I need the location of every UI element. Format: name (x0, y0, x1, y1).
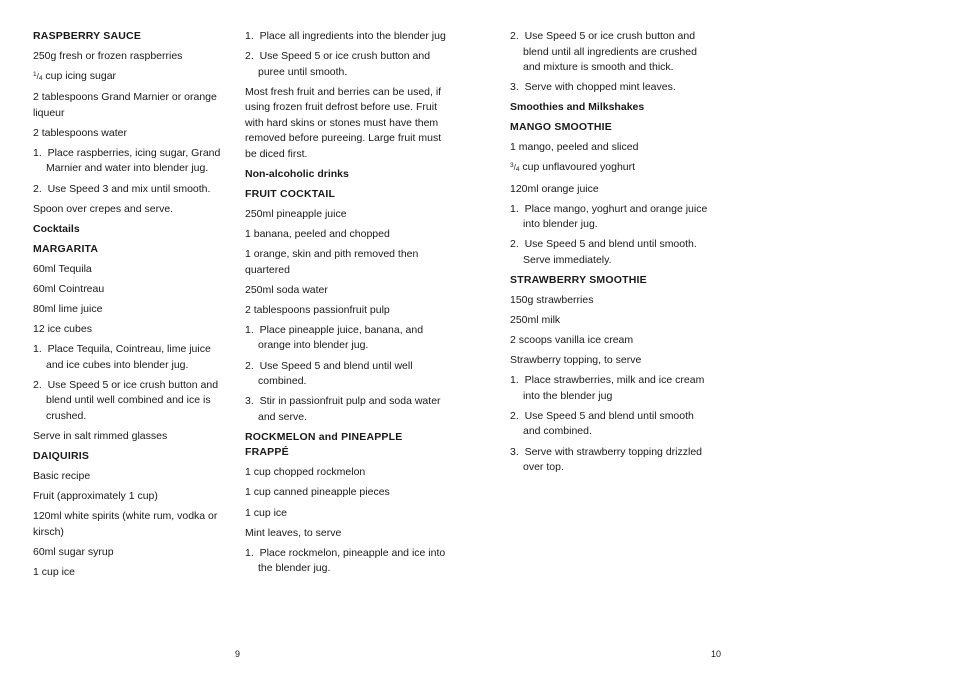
fraction-numerator: 3 (510, 162, 514, 170)
method-step: 2. Use Speed 5 or ice crush button and puree until smooth. (245, 50, 431, 78)
page-number-right: 10 (711, 649, 722, 659)
recipe-title: DAIQUIRIS (33, 450, 90, 463)
method-step: 2. Use Speed 3 and mix until smooth. (33, 182, 211, 195)
fraction-numerator: 1 (33, 71, 37, 79)
paragraph: 1 banana, peeled and chopped (245, 228, 390, 241)
recipe-title: MARGARITA (33, 242, 99, 255)
method-step: 1. Place pineapple juice, banana, and orange into blender jug. (245, 323, 424, 352)
method-step: 3. Serve with strawberry topping drizzled over top. (510, 445, 702, 473)
left-page-column-1 (33, 29, 229, 585)
method-step: 1. Place mango, yoghurt and orange juice into blender jug. (510, 202, 708, 231)
right-page-column (510, 29, 710, 480)
paragraph: 80ml lime juice (33, 303, 103, 316)
recipe-title: STRAWBERRY SMOOTHIE (510, 273, 647, 286)
method-step: 2. Use Speed 5 or ice crush button and blend until well combined and ice is crushed. (33, 378, 219, 422)
paragraph: 250ml milk (510, 314, 561, 327)
recipe-title: MANGO SMOOTHIE (510, 121, 612, 134)
paragraph: 2 tablespoons Grand Marnier or orange liqueur (33, 91, 217, 119)
paragraph: Serve in salt rimmed glasses (33, 430, 168, 442)
paragraph: Spoon over crepes and serve. (33, 202, 174, 215)
paragraph: Fruit (approximately 1 cup) (33, 490, 158, 503)
page-number-left: 9 (235, 649, 241, 659)
fraction: 3/4 (510, 162, 520, 174)
method-step: 3. Stir in passionfruit pulp and soda water and serve. (245, 395, 441, 423)
ingredient-line (33, 69, 229, 86)
method-step: 2. Use Speed 5 and blend until well combined. (245, 359, 413, 388)
paragraph: 1 cup canned pineapple pieces (245, 486, 390, 499)
paragraph: 1 mango, peeled and sliced (510, 141, 639, 154)
method-step: 2. Use Speed 5 and blend until smooth. Serve immediately. (510, 238, 697, 266)
fraction: 1/4 (33, 71, 43, 83)
method-step: 3. Serve with chopped mint leaves. (510, 81, 676, 94)
fraction-denominator: 4 (38, 75, 43, 83)
recipe-title: ROCKMELON and PINEAPPLE FRAPPÉ (245, 430, 403, 459)
method-step: 1. Place raspberries, icing sugar, Grand Marnier and water into blender jug. (33, 146, 221, 175)
paragraph: 250ml pineapple juice (245, 207, 347, 220)
section-heading: Smoothies and Milkshakes (510, 101, 645, 114)
paragraph: 60ml Tequila (33, 262, 92, 275)
ingredient-text: cup unflavoured yoghurt (519, 161, 636, 174)
method-step: 2. Use Speed 5 and blend until smooth and combined. (510, 409, 694, 438)
paragraph: 2 scoops vanilla ice cream (510, 334, 634, 347)
paragraph: 1 cup chopped rockmelon (245, 466, 366, 479)
paragraph: Strawberry topping, to serve (510, 354, 642, 367)
method-step: 1. Place strawberries, milk and ice cream into the blender jug (510, 374, 705, 402)
ingredient-text: cup icing sugar (42, 70, 117, 83)
paragraph: Basic recipe (33, 470, 91, 483)
recipe-title: FRUIT COCKTAIL (245, 187, 336, 200)
method-step: 1. Place rockmelon, pineapple and ice into the blender jug. (245, 546, 446, 575)
paragraph: 60ml Cointreau (33, 283, 105, 296)
paragraph: 120ml white spirits (white rum, vodka or kirsch) (33, 510, 218, 538)
paragraph: 250ml soda water (245, 283, 328, 296)
paragraph: 1 orange, skin and pith removed then quartered (245, 248, 419, 276)
fraction-denominator: 4 (515, 166, 520, 174)
paragraph: Most fresh fruit and berries can be used, if using frozen fruit defrost before use. Fruit with hard skins or stones must have them removed before pureeing. Large fruit must be diced first. (245, 85, 442, 160)
paragraph: 2 tablespoons passionfruit pulp (245, 303, 390, 316)
paragraph: 2 tablespoons water (33, 126, 127, 139)
paragraph: 1 cup ice (245, 506, 288, 519)
method-step: 1. Place all ingredients into the blender jug (245, 30, 446, 42)
paragraph: 250g fresh or frozen raspberries (33, 50, 183, 63)
paragraph: 1 cup ice (33, 566, 76, 579)
ingredient-line (510, 160, 710, 177)
method-step: 2. Use Speed 5 or ice crush button and blend until all ingredients are crushed and mixture is smooth and thick. (510, 30, 697, 73)
paragraph: Mint leaves, to serve (245, 526, 342, 539)
paragraph: 120ml orange juice (510, 182, 599, 195)
section-heading: Cocktails (33, 222, 80, 235)
recipe-title: RASPBERRY SAUCE (33, 30, 142, 42)
section-heading: Non-alcoholic drinks (245, 167, 349, 180)
paragraph: 12 ice cubes (33, 323, 92, 336)
method-step: 1. Place Tequila, Cointreau, lime juice and ice cubes into blender jug. (33, 343, 211, 371)
left-page-column-2 (245, 29, 447, 581)
paragraph: 150g strawberries (510, 293, 594, 306)
paragraph: 60ml sugar syrup (33, 545, 114, 558)
